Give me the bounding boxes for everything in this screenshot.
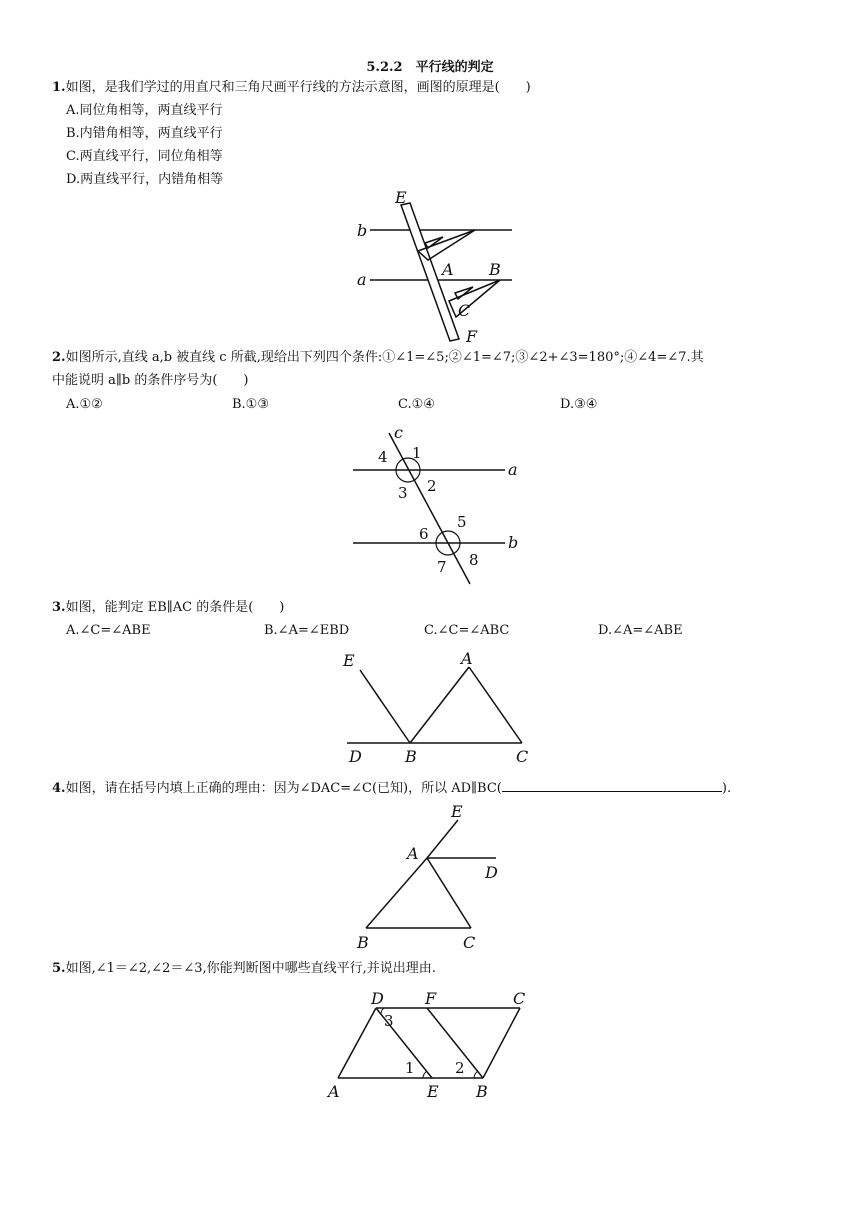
label-b: b xyxy=(508,533,519,552)
question-number: 1. xyxy=(52,80,66,95)
label-d: D xyxy=(349,747,362,766)
question-text-end: ). xyxy=(721,781,732,796)
q2-option-b: B.①③ xyxy=(232,397,269,412)
question-number: 2. xyxy=(52,350,66,365)
label-e: E xyxy=(343,651,355,670)
angle-4-label: 4 xyxy=(378,448,388,466)
angle-3-label: 3 xyxy=(384,1012,394,1030)
angle-2-label: 2 xyxy=(455,1059,465,1077)
label-f: F xyxy=(425,989,437,1008)
segment-ad xyxy=(338,1008,376,1078)
q1-option-c: C.两直线平行，同位角相等 xyxy=(66,149,223,164)
question-text: 如图所示,直线 a,b 被直线 c 所截,现给出下列四个条件:①∠1=∠5;②∠1=∠7;③∠2+∠3=180°;④∠4=∠7.其 xyxy=(65,350,704,365)
angle-2-arc xyxy=(474,1071,478,1078)
label-b: B xyxy=(476,1082,488,1101)
label-d: D xyxy=(485,863,498,882)
q3-option-c: C.∠C=∠ABC xyxy=(424,623,510,638)
question-text: 如图,∠1＝∠2,∠2＝∠3,你能判断图中哪些直线平行,并说出理由. xyxy=(65,961,436,976)
angle-1-arc xyxy=(423,1071,427,1078)
label-point-b: B xyxy=(489,260,501,279)
question-number: 5. xyxy=(52,961,66,976)
angle-8-label: 8 xyxy=(469,551,479,569)
q2-option-d: D.③④ xyxy=(560,397,598,412)
label-e: E xyxy=(451,802,463,821)
angle-5-label: 5 xyxy=(457,513,467,531)
question-text: 如图，请在括号内填上正确的理由：因为∠DAC=∠C(已知)，所以 AD∥BC( xyxy=(65,781,502,796)
label-a: a xyxy=(357,270,367,289)
question-text: 如图，是我们学过的用直尺和三角尺画平行线的方法示意图，画图的原理是( ) xyxy=(65,80,531,95)
label-c: C xyxy=(516,747,529,766)
question-number: 3. xyxy=(52,600,66,615)
question-2-line2: 中能说明 a∥b 的条件序号为( ) xyxy=(52,373,249,388)
angle-1-label: 1 xyxy=(412,444,422,462)
q1-option-b: B.内错角相等，两直线平行 xyxy=(66,126,223,141)
label-point-c: C xyxy=(458,301,471,320)
q3-option-d: D.∠A=∠ABE xyxy=(598,623,683,638)
angle-1-label: 1 xyxy=(405,1059,415,1077)
question-number: 4. xyxy=(52,781,66,796)
angle-7-label: 7 xyxy=(437,558,447,576)
angle-3-label: 3 xyxy=(398,484,408,502)
label-b: B xyxy=(405,747,417,766)
segment-bc xyxy=(483,1008,520,1078)
label-a: A xyxy=(407,844,419,863)
label-e: E xyxy=(395,188,407,207)
q2-option-c: C.①④ xyxy=(398,397,435,412)
label-e: E xyxy=(427,1082,439,1101)
label-b: B xyxy=(357,933,369,952)
label-b: b xyxy=(357,221,368,240)
label-c: c xyxy=(394,423,403,442)
label-a: A xyxy=(328,1082,340,1101)
label-c: C xyxy=(513,989,526,1008)
label-a: A xyxy=(461,649,473,668)
label-c: C xyxy=(463,933,476,952)
question-text: 如图，能判定 EB∥AC 的条件是( ) xyxy=(65,600,285,615)
angle-6-label: 6 xyxy=(419,525,429,543)
q3-option-a: A.∠C=∠ABE xyxy=(66,623,151,638)
label-point-a: A xyxy=(442,260,454,279)
label-f: F xyxy=(466,327,478,346)
label-d: D xyxy=(371,989,384,1008)
angle-2-label: 2 xyxy=(427,477,437,495)
label-a: a xyxy=(508,460,518,479)
q2-option-a: A.①② xyxy=(66,397,103,412)
q1-option-d: D.两直线平行，内错角相等 xyxy=(66,172,224,187)
page-title: 5.2.2 平行线的判定 xyxy=(366,60,494,75)
q3-option-b: B.∠A=∠EBD xyxy=(264,623,350,638)
q1-option-a: A.同位角相等，两直线平行 xyxy=(66,103,223,118)
